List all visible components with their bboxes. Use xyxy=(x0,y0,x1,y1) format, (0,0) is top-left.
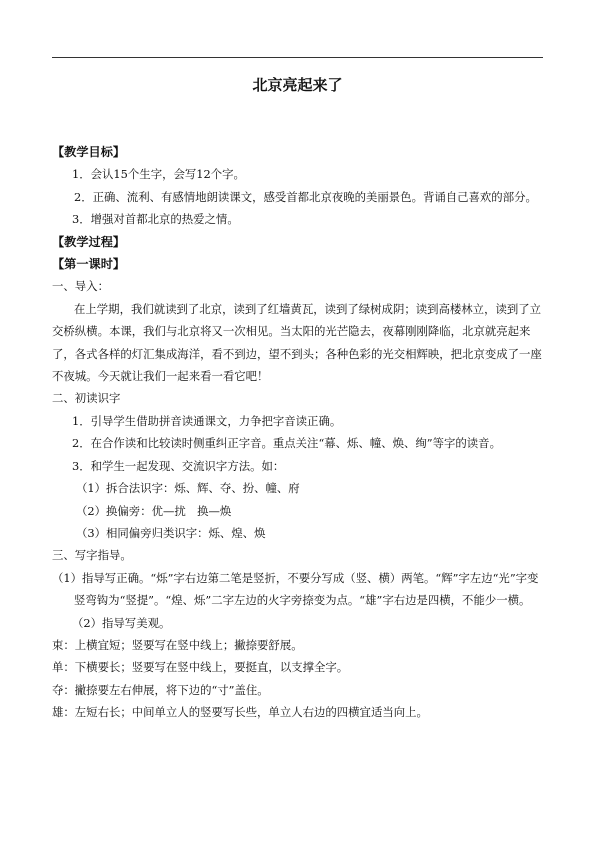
page-title: 北京亮起来了 xyxy=(252,76,343,94)
paragraph: 2．正确、流利、有感情地朗读课文，感受首都北京夜晚的美丽景色。背诵自己喜欢的部分。 xyxy=(74,189,537,204)
list-item: 1．会认15个生字，会写12个字。 xyxy=(72,167,245,182)
sub-list-item: （1）拆合法识字：烁、辉、夺、扮、幢、府 xyxy=(76,481,300,496)
section-heading: 【教学目标】 xyxy=(52,145,126,159)
text-line: 二、初读识字 xyxy=(52,391,121,406)
text-line: 三、写字指导。 xyxy=(52,548,132,563)
paragraph: 在上学期，我们就读到了北京，读到了红墙黄瓦，读到了绿树成阴；读到高楼林立，读到了立交桥纵横。本课，我们与北京将又一次相见。当太阳的光芒隐去，夜幕刚刚降临，北京就亮起来了，各式各样的灯汇集成海洋，看不到边，望不到头；各种色彩的光交相辉映，把北京变成了一座不夜城。今天就让我们一起来看一看它吧！ xyxy=(52,301,542,384)
text-line: 束：上横宜短；竖要写在竖中线上；撇捺要舒展。 xyxy=(52,637,303,652)
section-heading: 【第一课时】 xyxy=(52,257,126,272)
list-item: 2．在合作读和比较读时侧重纠正字音。重点关注“幕、烁、幢、焕、绚”等字的读音。 xyxy=(72,436,501,451)
text-line: 单：下横要长；竖要写在竖中线上，要挺直，以支撑全字。 xyxy=(52,660,349,675)
list-item: 3．和学生一起发现、交流识字方法。如： xyxy=(72,458,285,473)
list-item: 3．增强对首都北京的热爱之情。 xyxy=(72,212,239,227)
header-rule xyxy=(52,57,543,58)
text-line: 夺：撇捺要左右伸展，将下边的“寸”盖住。 xyxy=(52,682,269,697)
text-line: 雄：左短右长；中间单立人的竖要写长些，单立人右边的四横宜适当向上。 xyxy=(52,705,428,720)
text-line: 一、导入： xyxy=(52,279,109,294)
list-item: 1．引导学生借助拼音读通课文，力争把字音读正确。 xyxy=(72,413,342,428)
section-heading: 【教学过程】 xyxy=(52,234,126,249)
sub-list-item: （3）相同偏旁归类识字：烁、煌、焕 xyxy=(76,525,266,540)
document-body xyxy=(52,141,543,724)
paragraph: （1）指导写正确。“烁”字右边第二笔是竖折，不要分写成（竖、横）两笔。“辉”字左边“光”字变竖弯钩为“竖提”。“煌、烁”二字左边的火字旁捺变为点。“雄”字右边是四横，不能少一横。 xyxy=(52,570,539,608)
list-item: （2）指导写美观。 xyxy=(72,615,171,630)
sub-list-item: （2）换偏旁：优—扰 换—焕 xyxy=(76,503,232,518)
